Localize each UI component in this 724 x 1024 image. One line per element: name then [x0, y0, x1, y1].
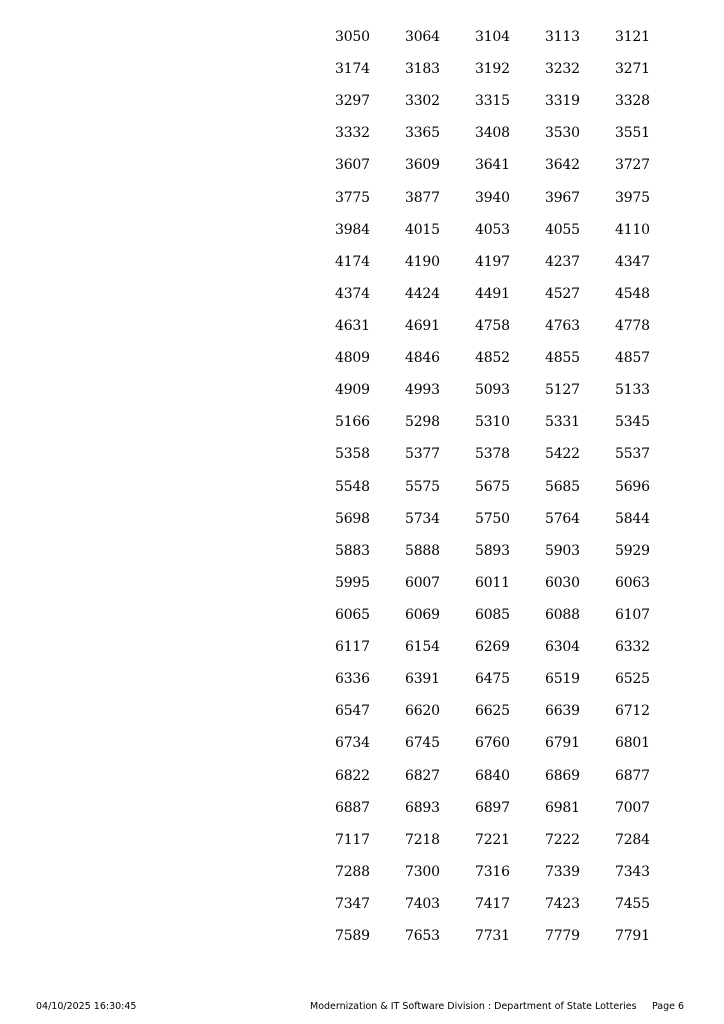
- number-cell: 3174: [335, 61, 370, 78]
- number-cell: 6547: [335, 703, 370, 720]
- number-cell: 7423: [545, 895, 580, 912]
- number-cell: 5844: [615, 510, 650, 527]
- number-cell: 4424: [405, 285, 440, 302]
- number-cell: 6620: [405, 703, 440, 720]
- number-cell: 3408: [475, 125, 510, 142]
- number-cell: 5903: [545, 542, 580, 559]
- number-cell: 3967: [545, 189, 580, 206]
- number-cell: 6011: [475, 574, 510, 591]
- number-cell: 6391: [405, 671, 440, 688]
- number-cell: 6840: [475, 767, 510, 784]
- number-cell: 6745: [405, 735, 440, 752]
- number-cell: 3877: [405, 189, 440, 206]
- number-cell: 4763: [545, 317, 580, 334]
- number-cell: 4053: [475, 221, 510, 238]
- number-cell: 3775: [335, 189, 370, 206]
- number-cell: 6088: [545, 606, 580, 623]
- number-cell: 5298: [405, 414, 440, 431]
- number-cell: 3297: [335, 93, 370, 110]
- number-cell: 5929: [615, 542, 650, 559]
- number-cell: 3104: [475, 29, 510, 45]
- number-cell: 3271: [615, 61, 650, 78]
- number-cell: 6304: [545, 639, 580, 656]
- number-cell: 5331: [545, 414, 580, 431]
- number-cell: 6475: [475, 671, 510, 688]
- number-cell: 4197: [475, 253, 510, 270]
- number-cell: 5750: [475, 510, 510, 527]
- number-cell: 3192: [475, 61, 510, 78]
- number-cell: 3530: [545, 125, 580, 142]
- number-cell: 3328: [615, 93, 650, 110]
- number-cell: 4809: [335, 350, 370, 367]
- number-cell: 7300: [405, 863, 440, 880]
- number-cell: 6519: [545, 671, 580, 688]
- number-cell: 3642: [545, 157, 580, 174]
- number-cell: 6822: [335, 767, 370, 784]
- number-cell: 6791: [545, 735, 580, 752]
- number-cell: 6065: [335, 606, 370, 623]
- number-cell: 5310: [475, 414, 510, 431]
- footer-page-number: Page 6: [652, 1001, 685, 1012]
- number-cell: 6897: [475, 799, 510, 816]
- number-cell: 7589: [335, 928, 370, 945]
- number-cell: 5166: [335, 414, 370, 431]
- number-cell: 4855: [545, 350, 580, 367]
- number-cell: 3050: [335, 29, 370, 45]
- number-cell: 6712: [615, 703, 650, 720]
- number-cell: 3113: [545, 29, 580, 45]
- number-cell: 6525: [615, 671, 650, 688]
- number-cell: 5734: [405, 510, 440, 527]
- number-cell: 7779: [545, 928, 580, 945]
- number-cell: 4758: [475, 317, 510, 334]
- number-cell: 7284: [615, 831, 650, 848]
- number-cell: 5377: [405, 446, 440, 463]
- number-cell: 6117: [335, 639, 370, 656]
- number-cell: 3121: [615, 29, 650, 45]
- number-cell: 6877: [615, 767, 650, 784]
- number-cell: 4631: [335, 317, 370, 334]
- number-cell: 4237: [545, 253, 580, 270]
- number-cell: 7455: [615, 895, 650, 912]
- number-cell: 3332: [335, 125, 370, 142]
- number-cell: 6827: [405, 767, 440, 784]
- number-cell: 6625: [475, 703, 510, 720]
- number-cell: 7343: [615, 863, 650, 880]
- number-cell: 6981: [545, 799, 580, 816]
- number-cell: 7218: [405, 831, 440, 848]
- number-cell: 4110: [615, 221, 650, 238]
- number-cell: 4374: [335, 285, 370, 302]
- number-cell: 4993: [405, 382, 440, 399]
- number-cell: 5764: [545, 510, 580, 527]
- number-cell: 4857: [615, 350, 650, 367]
- number-cell: 6801: [615, 735, 650, 752]
- number-cell: 4909: [335, 382, 370, 399]
- number-cell: 6030: [545, 574, 580, 591]
- number-cell: 4491: [475, 285, 510, 302]
- number-cell: 5893: [475, 542, 510, 559]
- number-cell: 5133: [615, 382, 650, 399]
- number-cell: 4852: [475, 350, 510, 367]
- number-cell: 3551: [615, 125, 650, 142]
- footer-division-title: Modernization & IT Software Division : Department of State Lotteries: [310, 1001, 637, 1012]
- number-cell: 5685: [545, 478, 580, 495]
- number-cell: 7731: [475, 928, 510, 945]
- number-cell: 6893: [405, 799, 440, 816]
- number-cell: 5127: [545, 382, 580, 399]
- number-cell: 3302: [405, 93, 440, 110]
- number-cell: 7007: [615, 799, 650, 816]
- number-cell: 6007: [405, 574, 440, 591]
- number-cell: 3641: [475, 157, 510, 174]
- number-cell: 4691: [405, 317, 440, 334]
- number-cell: 3940: [475, 189, 510, 206]
- number-cell: 7117: [335, 831, 370, 848]
- number-cell: 3975: [615, 189, 650, 206]
- footer-timestamp: 04/10/2025 16:30:45: [36, 1001, 137, 1012]
- number-cell: 3607: [335, 157, 370, 174]
- number-cell: 5422: [545, 446, 580, 463]
- number-cell: 4190: [405, 253, 440, 270]
- number-cell: 6869: [545, 767, 580, 784]
- number-cell: 7288: [335, 863, 370, 880]
- number-cell: 6332: [615, 639, 650, 656]
- number-cell: 6887: [335, 799, 370, 816]
- number-cell: 7347: [335, 895, 370, 912]
- number-cell: 5548: [335, 478, 370, 495]
- number-cell: 7791: [615, 928, 650, 945]
- number-cell: 7417: [475, 895, 510, 912]
- number-cell: 5575: [405, 478, 440, 495]
- number-cell: 6639: [545, 703, 580, 720]
- page-footer: [0, 1001, 724, 1015]
- number-cell: 3319: [545, 93, 580, 110]
- number-cell: 5345: [615, 414, 650, 431]
- number-cell: 5696: [615, 478, 650, 495]
- number-cell: 3232: [545, 61, 580, 78]
- number-cell: 6063: [615, 574, 650, 591]
- number-cell: 7222: [545, 831, 580, 848]
- number-cell: 3315: [475, 93, 510, 110]
- number-cell: 4055: [545, 221, 580, 238]
- number-cell: 3183: [405, 61, 440, 78]
- number-cell: 5883: [335, 542, 370, 559]
- number-cell: 5698: [335, 510, 370, 527]
- number-cell: 5888: [405, 542, 440, 559]
- number-cell: 7316: [475, 863, 510, 880]
- number-cell: 4548: [615, 285, 650, 302]
- number-cell: 7653: [405, 928, 440, 945]
- number-cell: 4846: [405, 350, 440, 367]
- number-cell: 6107: [615, 606, 650, 623]
- number-cell: 5995: [335, 574, 370, 591]
- number-cell: 5378: [475, 446, 510, 463]
- number-cell: 5358: [335, 446, 370, 463]
- number-cell: 6336: [335, 671, 370, 688]
- number-cell: 6760: [475, 735, 510, 752]
- number-cell: 3609: [405, 157, 440, 174]
- number-cell: 6154: [405, 639, 440, 656]
- number-cell: 5537: [615, 446, 650, 463]
- number-cell: 6069: [405, 606, 440, 623]
- number-cell: 5675: [475, 478, 510, 495]
- winning-numbers-grid: [335, 29, 655, 960]
- number-cell: 7339: [545, 863, 580, 880]
- number-cell: 4347: [615, 253, 650, 270]
- number-cell: 6085: [475, 606, 510, 623]
- number-cell: 3984: [335, 221, 370, 238]
- number-cell: 4778: [615, 317, 650, 334]
- number-cell: 3064: [405, 29, 440, 45]
- number-cell: 6269: [475, 639, 510, 656]
- number-cell: 3727: [615, 157, 650, 174]
- number-cell: 4174: [335, 253, 370, 270]
- number-cell: 6734: [335, 735, 370, 752]
- number-cell: 4015: [405, 221, 440, 238]
- number-cell: 7221: [475, 831, 510, 848]
- number-cell: 4527: [545, 285, 580, 302]
- number-cell: 3365: [405, 125, 440, 142]
- number-cell: 7403: [405, 895, 440, 912]
- number-cell: 5093: [475, 382, 510, 399]
